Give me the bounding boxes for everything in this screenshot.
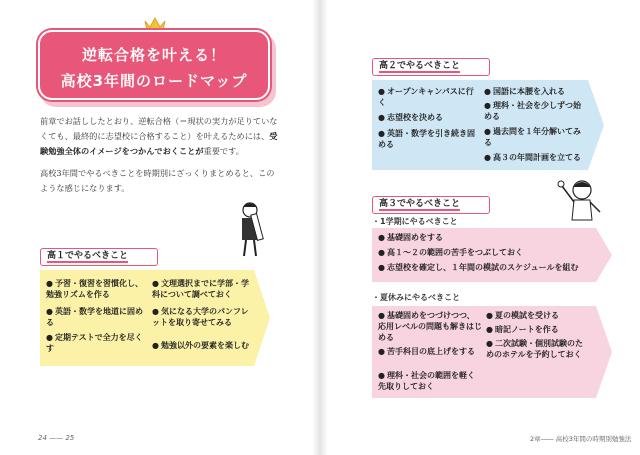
grade1-item: ● 気になる大学のパンフレットを取り寄せてみる: [152, 307, 249, 327]
term1-item: ● 高１～２の範囲の苦手をつぶしておく: [378, 248, 523, 257]
intro-text-bold: 受験勉強全体のイメージをつかんでおくことが: [40, 131, 278, 156]
grade1-box: [40, 270, 270, 366]
term1-label: ・1学期にやるべきこと: [372, 217, 458, 226]
grade1-item: ● 勉強以外の要素を楽しむ: [152, 341, 249, 350]
summer-label: ・夏休みにやるべきこと: [372, 293, 460, 302]
intro-text-c: 重要です。: [203, 146, 244, 156]
grade1-heading: [40, 248, 158, 266]
summer-item: ● 暗記ノートを作る: [486, 325, 559, 334]
grade2-item: ● 志望校を決める: [378, 113, 443, 122]
cheering-student-illustration: [556, 172, 606, 222]
grade2-item: ● 高３の年間計画を立てる: [484, 153, 581, 162]
grade2-box: [372, 80, 604, 170]
grade2-item: ● 国語に本腰を入れる: [484, 87, 565, 96]
grade2-item: ● 英語・数学を引き続き固める: [378, 129, 475, 149]
intro-text-a: 前章でお話ししたとおり、逆転合格（＝現状の実力が足りていなくても、最終的に志望校に合格すること）を叶えるためには、: [40, 116, 278, 141]
student-illustration: [232, 200, 272, 260]
summer-item: ● 二次試験・個別試験のためのホテルを予約しておく: [486, 339, 583, 359]
title-line-1: 逆転合格を叶える！: [81, 46, 226, 64]
grade2-heading-text: 高２でやるべきこと: [379, 61, 461, 71]
grade3-term1-box: [372, 228, 612, 282]
grade3-summer-box: [372, 306, 612, 398]
summer-item: ● 基礎固めをつづけつつ、応用レベルの問題も解きはじめる: [378, 311, 482, 342]
grade1-item: ● 定期テストで全力を尽くす: [46, 333, 143, 353]
right-page: [320, 0, 640, 455]
grade2-item: ● 過去問を１年分解いてみる: [484, 127, 581, 147]
summer-item: ● 理科・社会の範囲を軽く先取りしておく: [378, 371, 475, 391]
grade1-item: ● 文理選択までに学部・学科について調べておく: [152, 279, 249, 299]
grade1-heading-text: 高１でやるべきこと: [47, 251, 129, 261]
term1-item: ● 志望校を確定し、１年間の模試のスケジュールを組む: [378, 263, 579, 272]
grade3-heading: [372, 196, 490, 214]
page-number: 24 —— 25: [38, 434, 75, 442]
grade2-item: ● オープンキャンパスに行く: [378, 87, 474, 107]
grade3-heading-text: 高３でやるべきこと: [379, 199, 461, 209]
grade2-heading: [372, 58, 490, 76]
intro-paragraph-1: [40, 114, 280, 159]
title-line-2: 高校3年間のロードマップ: [60, 72, 248, 90]
grade1-item: ● 予習・復習を習慣化し、勉強リズムを作る: [46, 279, 143, 299]
summer-item: ● 苦手科目の底上げをする: [378, 347, 475, 356]
title-banner: [38, 30, 270, 100]
summer-item: ● 夏の模試を受ける: [486, 311, 559, 320]
term1-item: ● 基礎固めをする: [378, 233, 443, 242]
grade2-item: ● 理科・社会を少しずつ始める: [484, 101, 581, 121]
chapter-footer: 2章―― 高校3年間の時期別勉強法: [530, 435, 632, 443]
intro-paragraph-2: 高校3年間でやるべきことを時期別にざっくりまとめると、このような感じになります。: [40, 168, 275, 193]
grade1-item: ● 英語・数学を地道に固める: [46, 307, 143, 327]
